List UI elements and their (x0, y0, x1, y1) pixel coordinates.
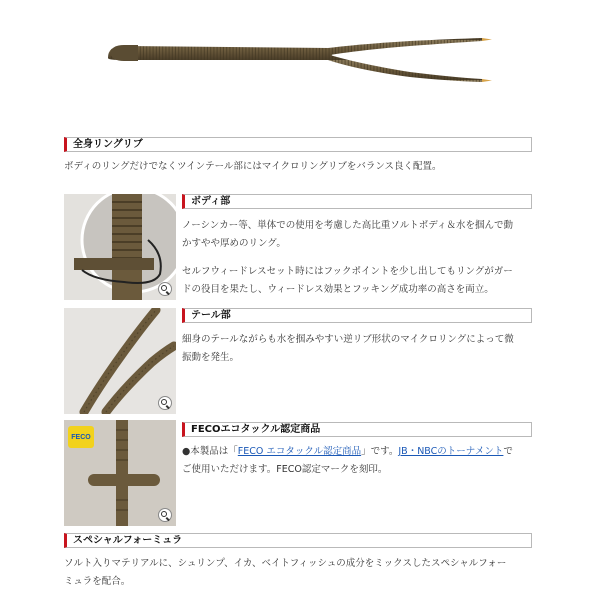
body-part-p2-line2: ドの役目を果たし、ウィードレス効果とフッキング成功率の高さを両立。 (182, 284, 494, 295)
section-heading-feco: FECOエコタックル認定商品 (182, 422, 532, 437)
feco-logo (68, 426, 94, 448)
product-hero-image (0, 0, 600, 125)
body-part-p1-line1: ノーシンカー等、単体での使用を考慮した高比重ソルトボディ＆水を掴んで動 (182, 220, 514, 231)
twin-tail-worm-illustration (0, 0, 600, 125)
magnifier-zoom-icon[interactable] (158, 396, 172, 410)
feco-line2: ご使用いただけます。FECO認定マークを刻印。 (182, 464, 388, 475)
feco-suffix: で (503, 446, 513, 457)
section-heading-full-ring-rib: 全身リングリブ (64, 137, 532, 152)
section-heading-special-formula: スペシャルフォーミュラ (64, 533, 532, 548)
magnifier-zoom-icon[interactable] (158, 508, 172, 522)
feco-logo-mark (68, 426, 94, 448)
feco-logo-text: FECO (71, 434, 91, 441)
body-part-paragraph-2 (182, 263, 542, 299)
tail-part-line2: 振動を発生。 (182, 352, 240, 363)
tail-part-line1: 細身のテールながらも水を掴みやすい逆リブ形状のマイクロリングによって微 (182, 334, 514, 345)
feco-prefix: ●本製品は「 (182, 446, 238, 457)
tail-part-photo[interactable] (64, 308, 176, 414)
special-formula-line2: ミュラを配合。 (64, 576, 131, 587)
feco-middle: 」です。 (361, 446, 399, 457)
special-formula-description (64, 555, 544, 591)
magnifier-zoom-icon[interactable] (158, 282, 172, 296)
body-part-photo[interactable] (64, 194, 176, 300)
body-part-p1-line2: かすやや厚めのリング。 (182, 238, 286, 249)
feco-description (182, 443, 542, 479)
section-heading-body-part: ボディ部 (182, 194, 532, 209)
tail-part-description (182, 331, 542, 367)
body-part-p2-line1: セルフウィードレスセット時にはフックポイントを少し出してもリングがガー (182, 266, 513, 277)
feco-certified-link[interactable]: FECO エコタックル認定商品 (237, 446, 362, 457)
body-part-paragraph-1 (182, 217, 542, 253)
jb-nbc-tournament-link[interactable]: JB・NBCのトーナメント (398, 446, 504, 457)
full-ring-rib-description: ボディのリングだけでなくツインテール部にはマイクロリングリブをバランス良く配置。 (64, 161, 442, 172)
special-formula-line1: ソルト入りマテリアルに、シュリンプ、イカ、ベイトフィッシュの成分をミックスしたスペシャルフォー (64, 558, 507, 569)
feco-part-photo[interactable] (64, 420, 176, 526)
feco-line1 (182, 443, 542, 461)
section-heading-tail-part: テール部 (182, 308, 532, 323)
